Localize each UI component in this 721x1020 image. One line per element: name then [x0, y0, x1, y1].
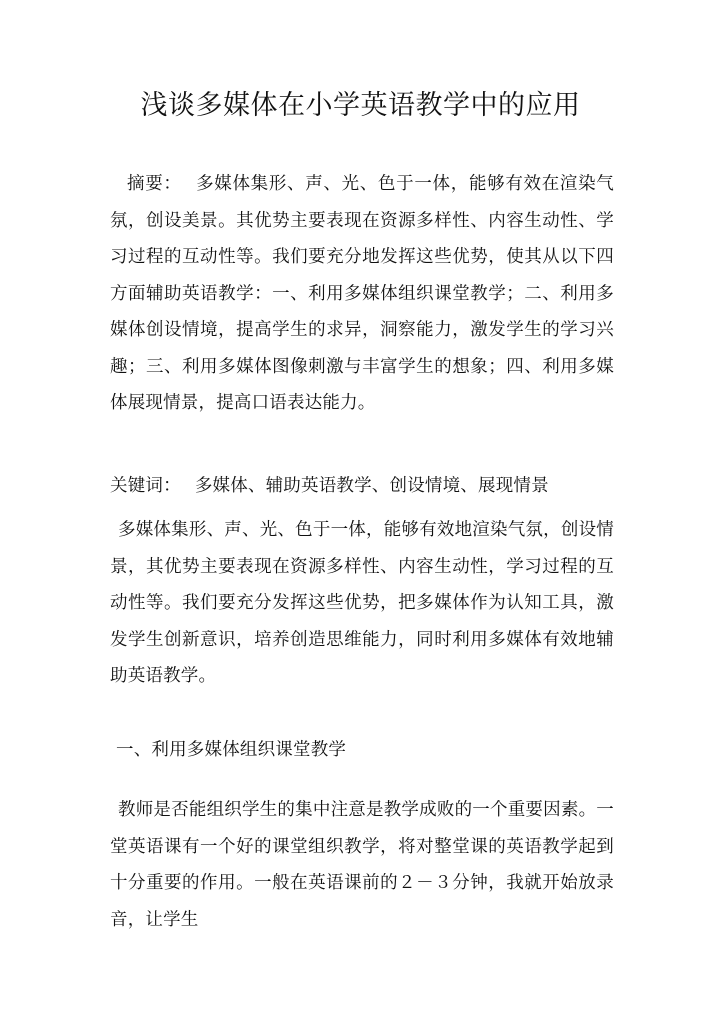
- document-title: 浅谈多媒体在小学英语教学中的应用: [140, 90, 581, 121]
- keywords-text: 多媒体、辅助英语教学、创设情境、展现情景: [194, 476, 549, 496]
- abstract-label: 摘要：: [127, 174, 182, 194]
- section-paragraph: 教师是否能组织学生的集中注意是教学成败的一个重要因素。一堂英语课有一个好的课堂组织教学，将对整堂课的英语教学起到十分重要的作用。一般在英语课前的２－３分钟，我就开始放录音，让学生: [110, 800, 614, 930]
- abstract-paragraph: [110, 166, 614, 422]
- section-heading: 一、利用多媒体组织课堂教学: [116, 740, 347, 760]
- intro-paragraph: 多媒体集形、声、光、色于一体，能够有效地渲染气氛，创设情景，其优势主要表现在资源多样性、内容生动性，学习过程的互动性等。我们要充分发挥这些优势，把多媒体作为认知工具，激发学生创新意识，培养创造思维能力，同时利用多媒体有效地辅助英语教学。: [110, 520, 614, 686]
- keywords-line: [110, 468, 614, 505]
- abstract-text: 多媒体集形、声、光、色于一体，能够有效在渲染气氛，创设美景。其优势主要表现在资源多样性、内容生动性、学习过程的互动性等。我们要充分地发挥这些优势，使其从以下四方面辅助英语教学：一、利用多媒体组织课堂教学；二、利用多媒体创设情境，提高学生的求异，洞察能力，激发学生的学习兴趣；三、利用多媒体图像刺激与丰富学生的想象；四、利用多媒体展现情景，提高口语表达能力。: [110, 174, 614, 413]
- keywords-label: 关键词：: [110, 476, 181, 496]
